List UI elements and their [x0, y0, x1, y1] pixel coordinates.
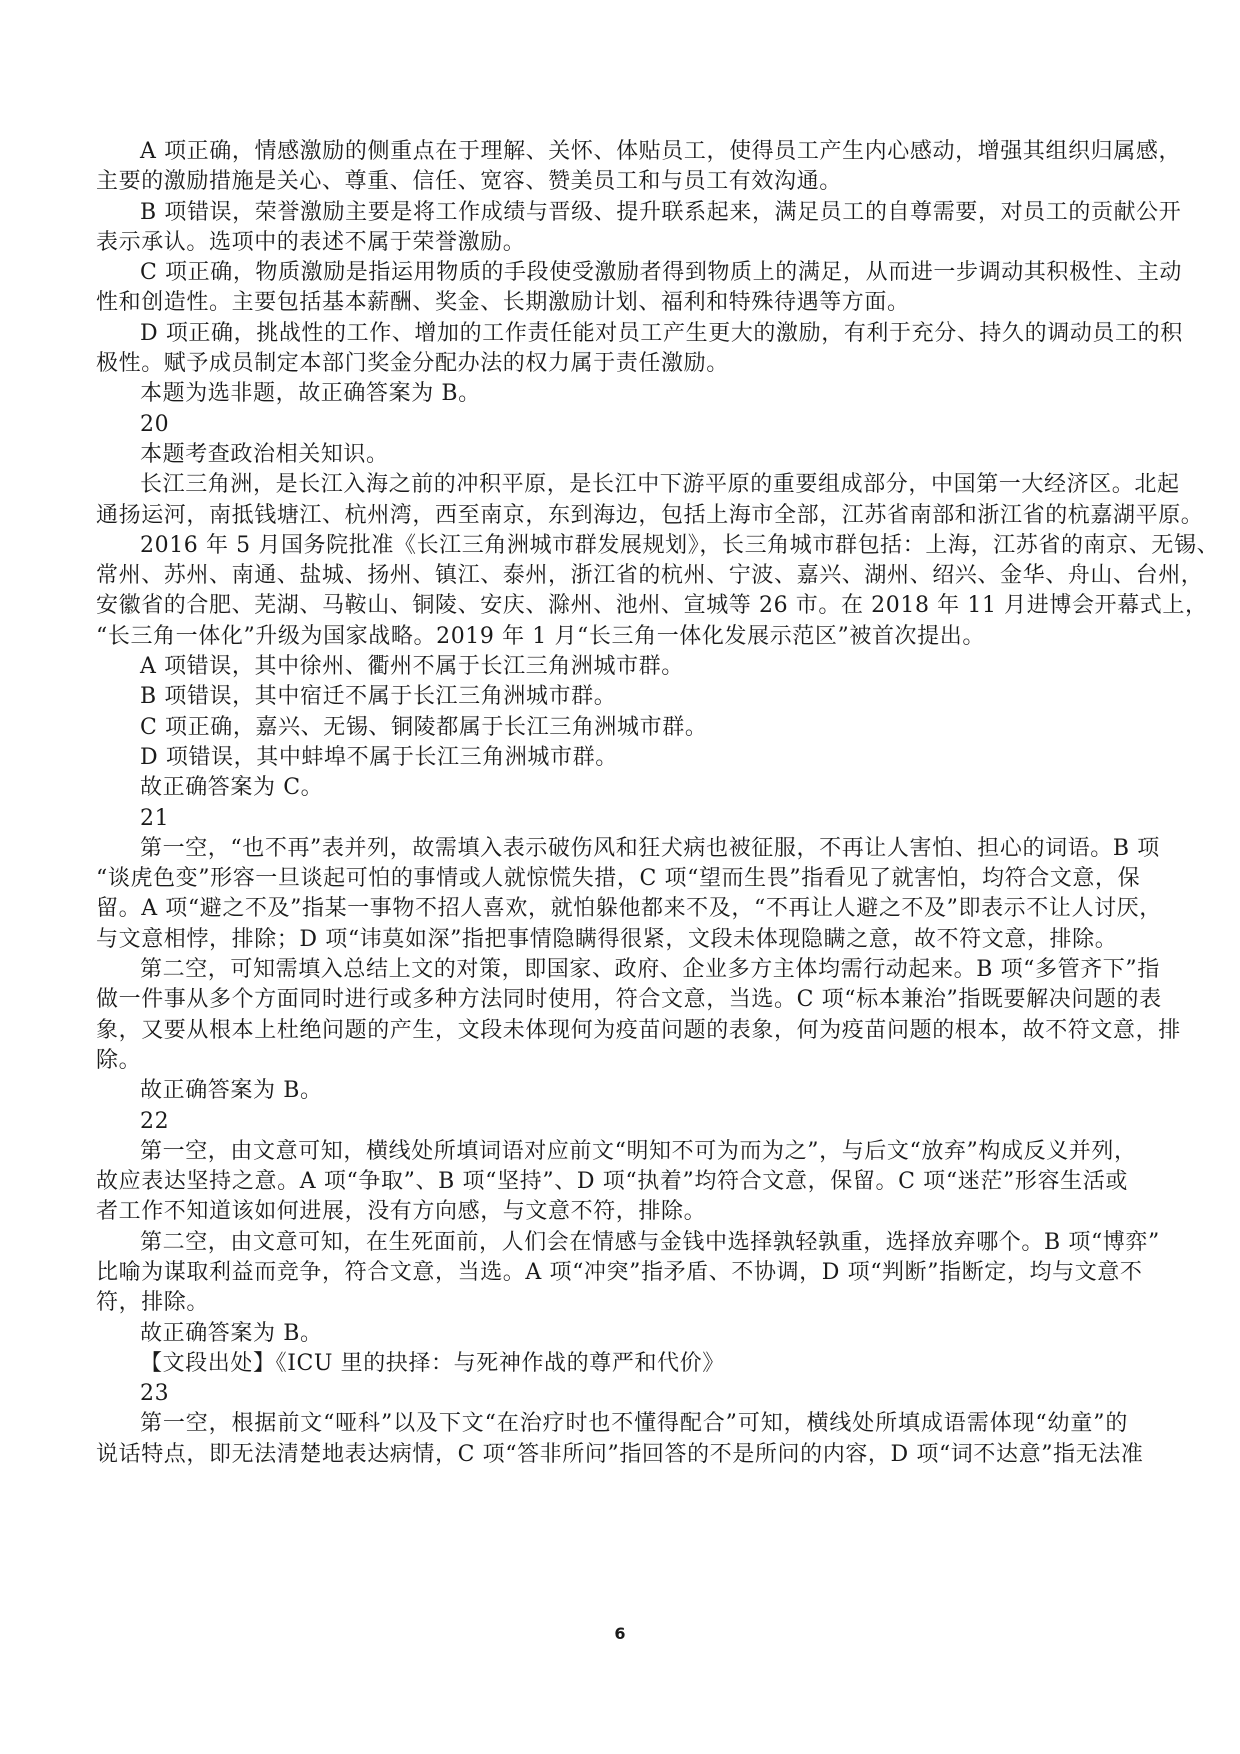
text-line: 2016 年 5 月国务院批准《长江三角洲城市群发展规划》，长三角城市群包括：上海，江苏省的南京、无锡、: [140, 532, 1220, 558]
page-number: 6: [614, 1624, 626, 1643]
text-line: 安徽省的合肥、芜湖、马鞍山、铜陵、安庆、滁州、池州、宣城等 26 市。在 2018 年 11 月进博会开幕式上，: [96, 593, 1208, 619]
text-line: C 项正确，嘉兴、无锡、铜陵都属于长江三角洲城市群。: [140, 714, 708, 740]
text-line: 说话特点，即无法清楚地表达病情，C 项“答非所问”指回答的不是所问的内容，D 项“词不达意”指无法准: [96, 1441, 1144, 1467]
text-line: 21: [140, 805, 170, 831]
text-line: 23: [140, 1381, 170, 1407]
text-line: 第一空，根据前文“哑科”以及下文“在治疗时也不懂得配合”可知，横线处所填成语需体现“幼童”的: [140, 1411, 1128, 1437]
text-line: 性和创造性。主要包括基本薪酬、奖金、长期激励计划、福利和特殊待遇等方面。: [96, 290, 910, 316]
text-line: 故正确答案为 B。: [140, 1078, 323, 1104]
text-line: “长三角一体化”升级为国家战略。2019 年 1 月“长三角一体化发展示范区”被首次提出。: [96, 623, 985, 649]
text-line: C 项正确，物质激励是指运用物质的手段使受激励者得到物质上的满足，从而进一步调动其积极性、主动: [140, 260, 1183, 286]
text-line: 【文段出处】《ICU 里的抉择：与死神作战的尊严和代价》: [140, 1350, 725, 1376]
text-line: 留。A 项“避之不及”指某一事物不招人喜欢，就怕躲他都来不及，“不再让人避之不及”即表示不让人讨厌，: [96, 896, 1162, 922]
text-line: 符，排除。: [96, 1290, 210, 1316]
text-line: 20: [140, 411, 170, 437]
text-line: D 项正确，挑战性的工作、增加的工作责任能对员工产生更大的激励，有利于充分、持久的调动员工的积: [140, 320, 1183, 346]
text-line: 除。: [96, 1047, 142, 1073]
text-line: 故应表达坚持之意。A 项“争取”、B 项“坚持”、D 项“执着”均符合文意，保留。C 项“迷茫”形容生活或: [96, 1169, 1128, 1195]
text-line: 常州、苏州、南通、盐城、扬州、镇江、泰州，浙江省的杭州、宁波、嘉兴、湖州、绍兴、金华、舟山、台州，: [96, 563, 1204, 589]
text-line: 第一空，由文意可知，横线处所填词语对应前文“明知不可为而为之”，与后文“放弃”构成反义并列，: [140, 1138, 1137, 1164]
text-line: A 项错误，其中徐州、衢州不属于长江三角洲城市群。: [140, 654, 684, 680]
text-line: B 项错误，荣誉激励主要是将工作成绩与晋级、提升联系起来，满足员工的自尊需要，对员工的贡献公开: [140, 199, 1182, 225]
text-line: 主要的激励措施是关心、尊重、信任、宽容、赞美员工和与员工有效沟通。: [96, 169, 842, 195]
text-line: 故正确答案为 C。: [140, 775, 324, 801]
text-line: 者工作不知道该如何进展，没有方向感，与文意不符，排除。: [96, 1199, 707, 1225]
text-line: 本题考查政治相关知识。: [140, 441, 389, 467]
text-line: 通扬运河，南抵钱塘江、杭州湾，西至南京，东到海边，包括上海市全部，江苏省南部和浙江省的杭嘉湖平原。: [96, 502, 1204, 528]
text-line: D 项错误，其中蚌埠不属于长江三角洲城市群。: [140, 744, 618, 770]
text-line: 比喻为谋取利益而竞争，符合文意，当选。A 项“冲突”指矛盾、不协调，D 项“判断”指断定，均与文意不: [96, 1259, 1143, 1285]
document-body: [96, 137, 1220, 1470]
text-line: 第一空，“也不再”表并列，故需填入表示破伤风和狂犬病也被征服，不再让人害怕、担心的词语。B 项: [140, 835, 1160, 861]
text-line: 与文意相悖，排除；D 项“讳莫如深”指把事情隐瞒得很紧，文段未体现隐瞒之意，故不符文意，排除。: [96, 926, 1118, 952]
text-line: 22: [140, 1108, 170, 1134]
text-line: B 项错误，其中宿迁不属于长江三角洲城市群。: [140, 684, 617, 710]
text-line: 第二空，由文意可知，在生死面前，人们会在情感与金钱中选择孰轻孰重，选择放弃哪个。B 项“博弈”: [140, 1229, 1160, 1255]
text-line: 做一件事从多个方面同时进行或多种方法同时使用，符合文意，当选。C 项“标本兼治”指既要解决问题的表: [96, 987, 1162, 1013]
text-line: 故正确答案为 B。: [140, 1320, 323, 1346]
text-line: “谈虎色变”形容一旦谈起可怕的事情或人就惊慌失措，C 项“望而生畏”指看见了就害怕，均符合文意，保: [96, 866, 1141, 892]
text-line: 本题为选非题，故正确答案为 B。: [140, 381, 481, 407]
text-line: 长江三角洲，是长江入海之前的冲积平原，是长江中下游平原的重要组成部分，中国第一大经济区。北起: [140, 472, 1180, 498]
text-line: 第二空，可知需填入总结上文的对策，即国家、政府、企业多方主体均需行动起来。B 项“多管齐下”指: [140, 957, 1160, 983]
text-line: 表示承认。选项中的表述不属于荣誉激励。: [96, 229, 526, 255]
text-line: 极性。赋予成员制定本部门奖金分配办法的权力属于责任激励。: [96, 351, 729, 377]
text-line: 象，又要从根本上杜绝问题的产生，文段未体现何为疫苗问题的表象，何为疫苗问题的根本，故不符文意，排: [96, 1017, 1181, 1043]
text-line: A 项正确，情感激励的侧重点在于理解、关怀、体贴员工，使得员工产生内心感动，增强其组织归属感，: [140, 139, 1182, 164]
